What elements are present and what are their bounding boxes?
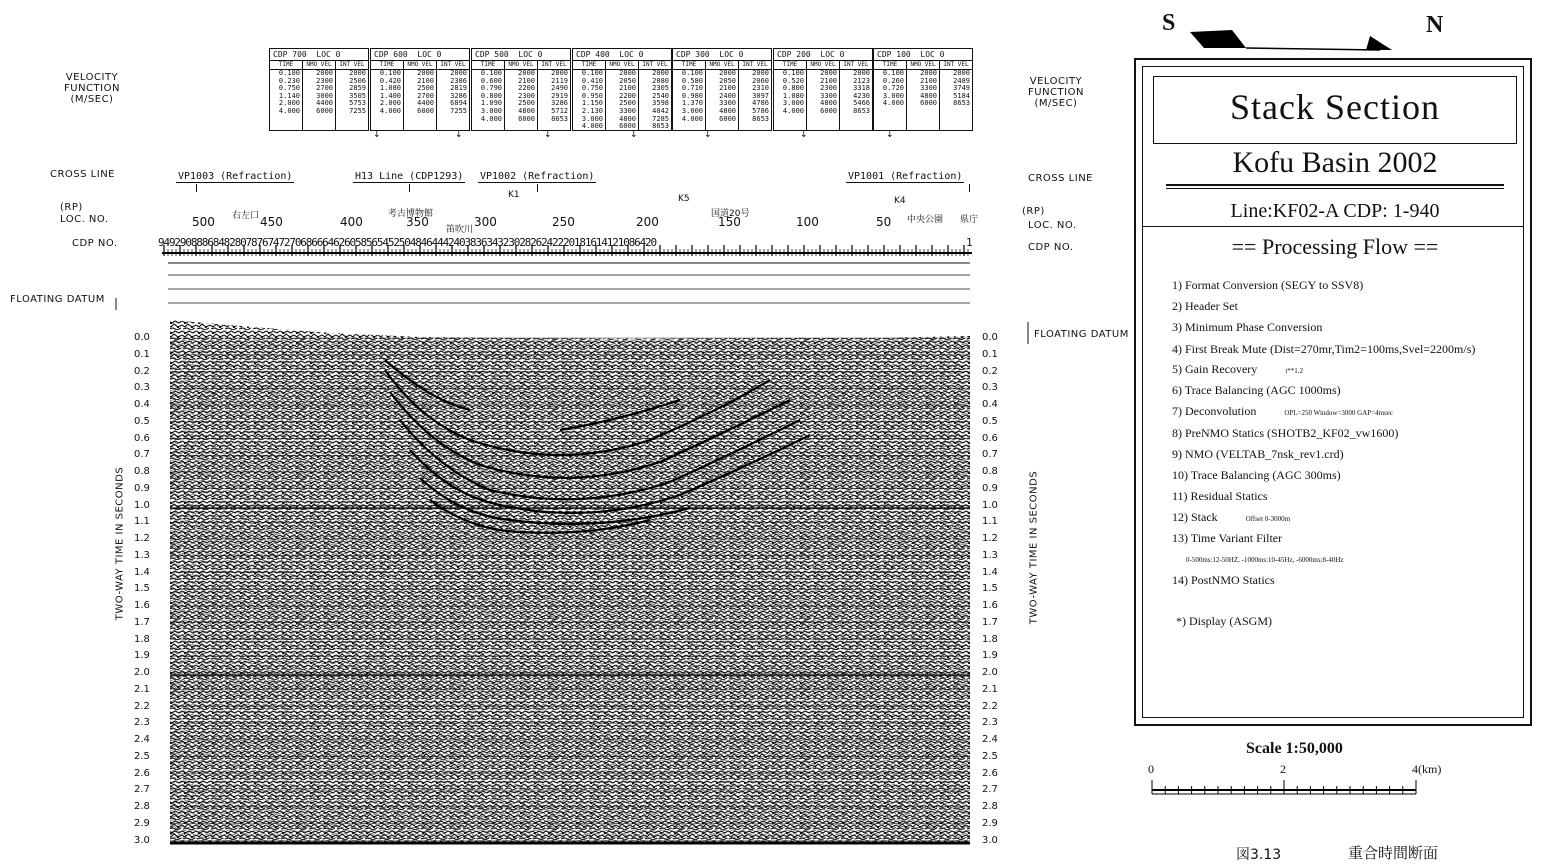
velocity-table-header: CDP 100 LOC 0	[874, 49, 972, 61]
int-values: 2000 2123 3318 4230 5466 8653	[853, 70, 870, 115]
processing-step: 5) Gain Recovery t**1.2	[1172, 362, 1304, 376]
place-name: 笛吹川	[446, 225, 474, 235]
time-label: 0.9	[134, 482, 150, 494]
time-label: 0.2	[134, 365, 150, 377]
col-nmo: NMO VEL	[706, 61, 739, 69]
k-mark-k5: K5	[678, 194, 690, 204]
col-int: INT VEL	[440, 61, 466, 68]
time-label: 1.0	[134, 499, 150, 511]
int-values: 2000 2119 2490 2919 3286 5712 8653	[551, 70, 568, 123]
loc-number: 450	[260, 215, 283, 229]
time-label: 0.9	[982, 482, 998, 494]
time-label: 1.1	[134, 516, 150, 528]
time-label: 0.2	[982, 365, 998, 377]
panel-title: Stack Section	[1230, 87, 1440, 127]
axis-title-right: TWO-WAY TIME IN SECONDS	[1028, 470, 1040, 625]
time-label: 2.6	[982, 767, 998, 779]
time-label: 1.2	[134, 533, 150, 544]
nmo-values: 2000 2100 3300 4800 6000	[907, 70, 940, 130]
velocity-location-arrow: ↓	[800, 130, 808, 140]
time-label: 0.0	[982, 332, 998, 343]
col-nmo: NMO VEL	[606, 61, 639, 69]
time-label: 1.7	[134, 616, 150, 628]
col-time: TIME	[371, 61, 404, 69]
processing-step-note: Offset 0-3000m	[1245, 515, 1291, 523]
processing-step: 2) Header Set	[1172, 299, 1238, 313]
cross-line-vp1002: VP1002 (Refraction)	[480, 171, 595, 182]
col-nmo: NMO VEL	[303, 61, 336, 69]
time-label: 2.7	[982, 784, 998, 796]
time-values: 0.100 0.410 0.750 0.950 1.150 2.130 3.000 4.000	[573, 70, 606, 130]
col-int: INT VEL	[541, 61, 567, 68]
floating-datum-label-right: FLOATING DATUM	[1034, 329, 1129, 340]
time-label: 2.1	[982, 683, 998, 695]
loc-number: 500	[192, 215, 215, 229]
time-label: 2.9	[982, 817, 998, 829]
velocity-function-label-left: VELOCITY FUNCTION (M/SEC)	[64, 72, 120, 105]
cross-line-label-right: CROSS LINE	[1028, 173, 1093, 184]
loc-number: 400	[340, 215, 363, 229]
time-label: 1.6	[982, 600, 998, 611]
col-int: INT VEL	[339, 61, 365, 68]
col-time: TIME	[270, 61, 303, 69]
velocity-function-label-right: VELOCITY FUNCTION (M/SEC)	[1028, 76, 1084, 109]
caption-figure: 図3.13	[1236, 847, 1282, 863]
loc-number: 50	[876, 215, 892, 229]
velocity-table-header: CDP 500 LOC 0	[472, 49, 570, 61]
int-values: 2000 2080 2305 2540 3598 4042 7285 8653	[652, 70, 669, 130]
time-label: 1.5	[134, 583, 150, 595]
time-label: 0.4	[134, 399, 150, 410]
col-time: TIME	[472, 61, 505, 69]
cross-line-vp1003: VP1003 (Refraction)	[178, 171, 293, 182]
col-nmo: NMO VEL	[404, 61, 437, 69]
time-label: 2.0	[982, 667, 998, 678]
place-name: 県庁	[960, 215, 979, 225]
velocity-location-arrow: ↓	[544, 130, 552, 140]
caption-text: 重合時間断面	[1348, 844, 1439, 862]
time-label: 1.1	[982, 516, 998, 528]
processing-step-note: t**1.2	[1285, 367, 1304, 375]
section-divider	[1142, 226, 1524, 227]
cross-line-h13: H13 Line (CDP1293)	[355, 171, 464, 182]
time-label: 2.0	[134, 667, 150, 678]
processing-step: 7) Deconvolution OPL=250 Window=3000 GAP=4msec	[1172, 404, 1393, 418]
time-label: 0.1	[982, 348, 998, 360]
loc-number: 350	[406, 215, 429, 229]
time-label: 0.3	[982, 382, 998, 394]
time-label: 1.5	[982, 583, 998, 595]
velocity-location-arrow: ↓	[373, 130, 381, 140]
velocity-table-header: CDP 700 LOC 0	[270, 49, 368, 61]
time-label: 3.0	[134, 834, 150, 846]
cdp-number-last: 1	[966, 236, 973, 249]
time-label: 1.6	[134, 600, 150, 611]
col-time: TIME	[673, 61, 706, 69]
place-name: 右左口	[232, 211, 260, 221]
loc-number: 300	[474, 215, 497, 229]
time-label: 2.5	[982, 750, 998, 762]
velocity-location-arrow: ↓	[886, 130, 894, 140]
time-label: 2.8	[134, 801, 150, 812]
cross-line-vp1001: VP1001 (Refraction)	[848, 171, 963, 182]
time-label: 1.9	[982, 650, 998, 662]
velocity-location-arrow: ↓	[630, 130, 638, 140]
time-label: 0.4	[982, 399, 998, 410]
nmo-values: 2000 2100 2200 2300 2500 4800 6000	[505, 70, 538, 130]
velocity-table-header: CDP 200 LOC 0	[774, 49, 872, 61]
col-int: INT VEL	[943, 61, 969, 68]
col-nmo: NMO VEL	[807, 61, 840, 69]
velocity-table-header: CDP 600 LOC 0	[371, 49, 469, 61]
orientation-south: S	[1162, 10, 1176, 36]
loc-number: 100	[796, 215, 819, 229]
time-label: 0.0	[134, 332, 150, 343]
nmo-values: 2000 2100 2300 3300 4800 6000	[807, 70, 840, 130]
time-label: 2.5	[134, 750, 150, 762]
nmo-values: 2000 2050 2100 2200 2500 3300 4800 6000	[606, 70, 639, 130]
time-values: 0.100 0.600 0.790 0.800 1.090 3.000 4.000	[472, 70, 505, 130]
subtitle-underline-2	[1166, 188, 1504, 189]
time-values: 0.100 0.260 0.720 3.000 4.000	[874, 70, 907, 130]
time-label: 2.2	[982, 700, 998, 712]
time-label: 2.6	[134, 767, 150, 779]
processing-step: 4) First Break Mute (Dist=270mr,Tim2=100ms,Svel=2200m/s)	[1172, 342, 1476, 356]
rp-label-left: (RP)	[60, 202, 83, 213]
scale-label-2: 2	[1280, 762, 1286, 776]
nmo-values: 2000 2300 2700 3000 4400 6000	[303, 70, 336, 130]
scale-bar	[1150, 776, 1420, 796]
processing-step-note: OPL=250 Window=3000 GAP=4msec	[1284, 409, 1393, 417]
floating-datum-label-left: FLOATING DATUM	[10, 294, 105, 305]
time-label: 2.1	[134, 683, 150, 695]
time-label: 1.3	[982, 549, 998, 561]
place-name: 中央公園	[907, 215, 944, 225]
processing-step: 3) Minimum Phase Conversion	[1172, 320, 1323, 334]
loc-number: 250	[552, 215, 575, 229]
int-values: 2000 2506 2859 3505 5753 7255	[349, 70, 366, 115]
velocity-location-arrow: ↓	[704, 130, 712, 140]
axis-title-left: TWO-WAY TIME IN SECONDS	[114, 466, 126, 621]
time-label: 0.7	[134, 449, 150, 461]
loc-number: 150	[718, 215, 741, 229]
velocity-location-arrow: ↓	[455, 130, 463, 140]
k-mark-k4: K4	[894, 196, 906, 206]
time-values: 0.100 0.520 0.800 1.080 3.000 4.000	[774, 70, 807, 130]
loc-no-label-left: LOC. NO.	[60, 214, 109, 225]
nmo-values: 2000 2050 2100 2400 3300 4800 6000	[706, 70, 739, 130]
time-label: 2.4	[134, 734, 150, 745]
cross-line-label-left: CROSS LINE	[50, 169, 115, 180]
topography-profile	[1180, 26, 1420, 56]
scale-label-0: 0	[1148, 762, 1154, 776]
processing-step: 14) PostNMO Statics	[1172, 573, 1275, 587]
time-values: 0.100 0.580 0.710 0.980 1.370 3.000 4.000	[673, 70, 706, 130]
col-time: TIME	[874, 61, 907, 69]
k-mark-k1: K1	[508, 190, 520, 200]
time-label: 0.7	[982, 449, 998, 461]
orientation-north: N	[1426, 12, 1444, 38]
processing-step: 8) PreNMO Statics (SHOTB2_KF02_vw1600)	[1172, 426, 1399, 440]
time-label: 0.1	[134, 348, 150, 360]
time-label: 0.5	[982, 415, 998, 427]
rp-label-right: (RP)	[1022, 206, 1045, 217]
cdp-no-label-right: CDP NO.	[1028, 242, 1074, 253]
time-label: 1.8	[982, 633, 998, 645]
time-label: 1.3	[134, 549, 150, 561]
time-label: 0.6	[134, 432, 150, 444]
time-values: 0.100 0.230 0.750 1.140 2.000 4.000	[270, 70, 303, 130]
panel-subtitle: Kofu Basin 2002	[1232, 146, 1438, 179]
processing-step: 12) Stack Offset 0-3000m	[1172, 510, 1291, 524]
int-values: 2000 2060 2310 3097 4786 5786 8653	[752, 70, 769, 123]
time-label: 2.2	[134, 700, 150, 712]
col-nmo: NMO VEL	[505, 61, 538, 69]
loc-number: 200	[636, 215, 659, 229]
place-name: 国道20号	[711, 209, 750, 219]
time-label: 0.3	[134, 382, 150, 394]
time-label: 1.9	[134, 650, 150, 662]
time-label: 1.0	[982, 499, 998, 511]
processing-step: *) Display (ASGM)	[1176, 614, 1272, 628]
processing-step: 11) Residual Statics	[1172, 489, 1268, 503]
processing-step: 9) NMO (VELTAB_7nsk_rev1.crd)	[1172, 447, 1344, 461]
time-label: 2.3	[982, 717, 998, 729]
time-label: 1.2	[982, 533, 998, 544]
flow-title: == Processing Flow ==	[1231, 234, 1439, 259]
processing-step: 6) Trace Balancing (AGC 1000ms)	[1172, 383, 1341, 397]
int-values: 2000 2489 3749 5184 8653	[953, 70, 970, 108]
col-time: TIME	[774, 61, 807, 69]
time-label: 3.0	[982, 834, 998, 846]
time-label: 2.4	[982, 734, 998, 745]
time-label: 0.6	[982, 432, 998, 444]
time-label: 0.8	[982, 466, 998, 477]
processing-step: 10) Trace Balancing (AGC 300ms)	[1172, 468, 1341, 482]
cdp-tick-strip	[162, 245, 972, 256]
processing-step: 1) Format Conversion (SEGY to SSV8)	[1172, 278, 1364, 292]
time-label: 2.8	[982, 801, 998, 812]
col-int: INT VEL	[843, 61, 869, 68]
scale-label-4: 4(km)	[1412, 762, 1442, 776]
time-label: 1.4	[982, 566, 998, 578]
time-label: 0.5	[134, 415, 150, 427]
cdp-number-strip: 9492908886848280787674727068666462605856545250484644424038363432302826242220181614121086420	[158, 236, 657, 249]
loc-no-label-right: LOC. NO.	[1028, 220, 1077, 231]
place-name: 考古博物館	[388, 209, 434, 219]
velocity-table-header: CDP 300 LOC 0	[673, 49, 771, 61]
subtitle-underline	[1166, 184, 1504, 186]
processing-step: 13) Time Variant Filter	[1172, 531, 1283, 545]
int-values: 2000 2386 2819 3286 6894 7255	[450, 70, 467, 115]
velocity-table-header: CDP 400 LOC 0	[573, 49, 671, 61]
time-values: 0.100 0.420 1.080 1.400 2.000 4.000	[371, 70, 404, 130]
col-int: INT VEL	[742, 61, 768, 68]
time-label: 1.8	[134, 633, 150, 645]
time-label: 2.3	[134, 717, 150, 729]
processing-step: 0-500ms:12-50HZ, -1000ms:10-45Hz, -6000ms:8-40Hz	[1186, 556, 1344, 564]
col-nmo: NMO VEL	[907, 61, 940, 69]
col-int: INT VEL	[642, 61, 668, 68]
time-label: 1.4	[134, 566, 150, 578]
panel-line-info: Line:KF02-A CDP: 1-940	[1230, 200, 1440, 222]
time-label: 2.7	[134, 784, 150, 796]
time-label: 0.8	[134, 466, 150, 477]
col-time: TIME	[573, 61, 606, 69]
time-label: 1.7	[982, 616, 998, 628]
time-label: 2.9	[134, 817, 150, 829]
scale-title: Scale 1:50,000	[1246, 740, 1343, 757]
cdp-no-label-left: CDP NO.	[72, 238, 118, 249]
nmo-values: 2000 2100 2500 2700 4400 6000	[404, 70, 437, 130]
